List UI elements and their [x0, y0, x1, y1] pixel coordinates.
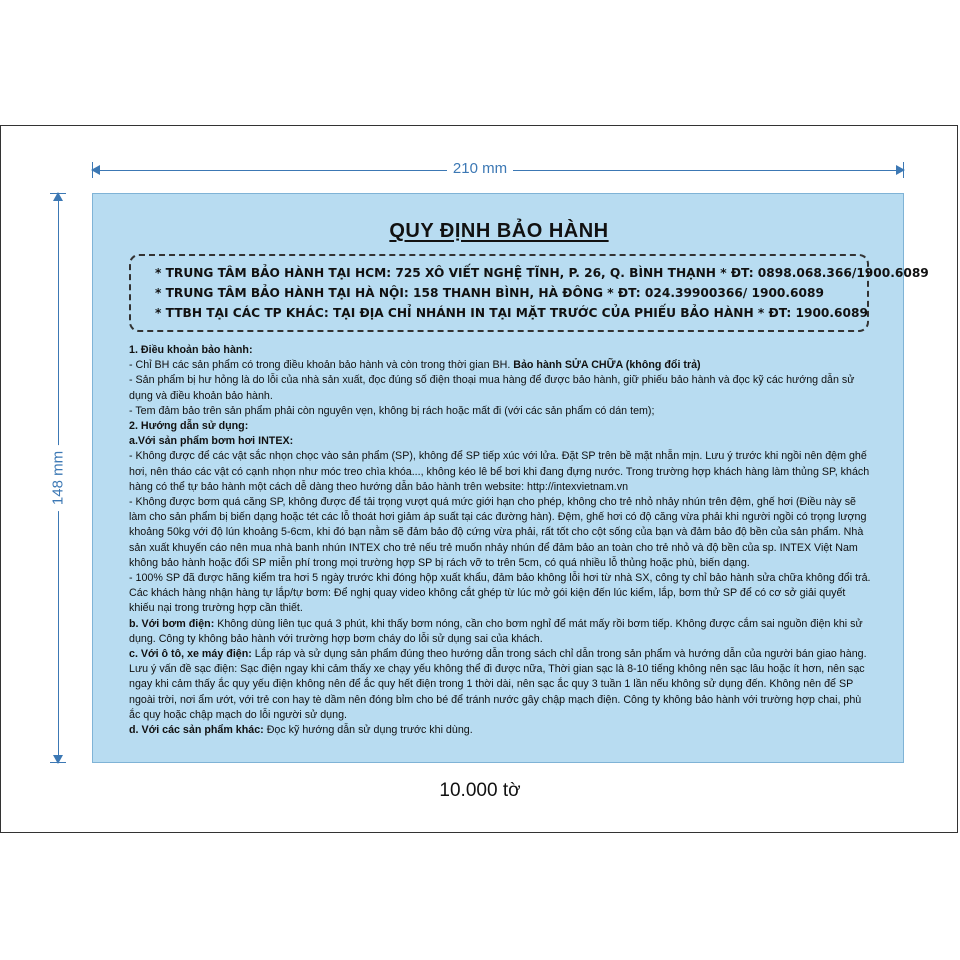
quantity-label: 10.000 tờ: [439, 780, 521, 801]
section2c: c. Với ô tô, xe máy điện: Lắp ráp và sử dụng sản phẩm đúng theo hướng dẫn trong sách chỉ dẫn trong sản phẩm và hướng dẫn của người bán giao hàng. Lưu ý vấn đề sạc điện: Sạc điện ngay khi cảm thấy xe chạy yếu không thể đi được nữa, Thời gian sạc là 8-10 tiếng không nên sạc lâu hoặc ít hơn, nên sạc ngay khi cảm thấy ắc quy yếu điện không nên để ắc quy hết điện trong 1 thời dài, nên sạc ắc quy 3 tuần 1 lần nếu không sử dụng đến. Không nên để SP ngoài trời, nơi ẩm ướt, với trẻ con hay tè dầm nên đóng bỉm cho bé để tránh nước gây chập mạch điện. Công ty không bảo hành với trường hợp chai, phù ắc quy hoặc chập mạch do lỗi người sử dụng.: [129, 648, 867, 721]
section2a-paragraph1: - Không được để các vật sắc nhọn chọc vào sản phẩm (SP), không để SP tiếp xúc với lửa. Đặt SP trên bề mặt nhẵn mịn. Lưu ý trước khi ngồi nên đệm ghế hơi, nên tháo các vật có cạnh nhọn như móc treo chìa khóa..., không kéo lê bể bơi khi đang đựng nước. Trong trường hợp khách hàng làm thủng SP, khách hàng có thể tự bảo hành một cách dễ dàng theo hướng dẫn bảo hành trên website: http://intexvietnam.vn: [129, 450, 870, 493]
service-center-hanoi: * TRUNG TÂM BẢO HÀNH TẠI HÀ NỘI: 158 THANH BÌNH, HÀ ĐÔNG * ĐT: 024.39900366/ 1900.6089: [155, 286, 824, 300]
section1-line2: - Sản phẩm bị hư hỏng là do lỗi của nhà sản xuất, đọc đúng số điện thoại mua hàng để được bảo hành, giữ phiếu bảo hành và đọc kỹ các hướng dẫn sử dụng và điều khoản bảo hành.: [129, 374, 855, 402]
section1-line1: - Chỉ BH các sản phẩm có trong điều khoản bảo hành và còn trong thời gian BH. Bảo hành SỬA CHỮA (không đổi trả): [129, 359, 701, 372]
warranty-card: [92, 193, 929, 763]
section1-heading: 1. Điều khoản bảo hành:: [129, 344, 253, 356]
card-title: QUY ĐỊNH BẢO HÀNH: [389, 220, 609, 242]
section2b-heading: b. Với bơm điện:: [129, 617, 215, 630]
section2a-paragraph2: - Không được bơm quá căng SP, không được để tải trọng vượt quá mức giới hạn cho phép, không cho trẻ nhỏ nhảy nhún trên đệm, ghế hơi (Điều này sẽ làm cho sản phẩm bị biến dạng hoặc tét các lỗ thoát hơi giảm áp suất tại các đường hàn). Đệm, ghế hơi có độ căng vừa phải khi người ngồi có trọng lượng khoảng 50kg với độ lún khoảng 5-6cm, khi đó bạn nằm sẽ đảm bảo độ cứng vừa phải, rất tốt cho cột sống của bạn và đảm bảo độ bền của sản phẩm. Nhà sản xuất khuyến cáo nên mua nhà banh nhún INTEX cho trẻ nếu trẻ muốn nhảy nhún để đảm bảo an toàn cho trẻ nhỏ và độ bền của sp. INTEX Việt Nam không bảo hành hoặc đổi SP miễn phí trong mọi trường hợp SP bị rách vỡ to trên 5cm, có quá nhiều lỗ thủng hoặc phù, biến dạng.: [129, 496, 867, 569]
section2a-heading: a.Với sản phẩm bơm hơi INTEX:: [129, 435, 294, 448]
height-dimension-label: 148 mm: [50, 445, 67, 511]
service-center-other: * TTBH TẠI CÁC TP KHÁC: TẠI ĐỊA CHỈ NHÁNH IN TẠI MẶT TRƯỚC CỦA PHIẾU BẢO HÀNH * ĐT: 1900.6089: [155, 306, 868, 320]
section2a-paragraph3: - 100% SP đã được hãng kiểm tra hơi 5 ngày trước khi đóng hộp xuất khẩu, đảm bảo không lỗi hơi từ nhà SX, công ty chỉ bảo hành sửa chữa không đổi trả. Các khách hàng nhận hàng tự lắp/tự bơm: Để nghị quay video không cắt ghép từ lúc mở gói kiện đến lúc kiểm, lắp, bơm thử SP để có cơ sở giải quyết khiếu nại trong trường hợp cần thiết.: [129, 572, 871, 615]
section2b: b. Với bơm điện: Không dùng liên tục quá 3 phút, khi thấy bơm nóng, cần cho bơm nghỉ để mát mấy rồi bơm tiếp. Không được cắm sai nguồn điện khi sử dụng. Công ty không bảo hành với trường hợp bơm cháy do lỗi sử dụng sai của khách.: [129, 617, 863, 645]
repair-only-note: Bảo hành SỬA CHỮA (không đổi trả): [513, 359, 701, 372]
service-center-hcm: * TRUNG TÂM BẢO HÀNH TẠI HCM: 725 XÔ VIẾT NGHỆ TĨNH, P. 26, Q. BÌNH THẠNH * ĐT: 0898.068.366/1900.6089: [155, 266, 929, 280]
section2d: d. Với các sản phẩm khác: Đọc kỹ hướng dẫn sử dụng trước khi dùng.: [129, 724, 473, 737]
service-centers-box: [129, 254, 929, 332]
terms-body: [129, 343, 873, 738]
section2-heading: 2. Hướng dẫn sử dụng:: [129, 420, 249, 433]
section1-line3: - Tem đảm bảo trên sản phẩm phải còn nguyên vẹn, không bị rách hoặc mất đi (với các sản phẩm có dán tem);: [129, 404, 655, 417]
section2c-heading: c. Với ô tô, xe máy điện:: [129, 648, 252, 661]
width-dimension-label: 210 mm: [447, 160, 513, 177]
section2d-heading: d. Với các sản phẩm khác:: [129, 724, 264, 737]
